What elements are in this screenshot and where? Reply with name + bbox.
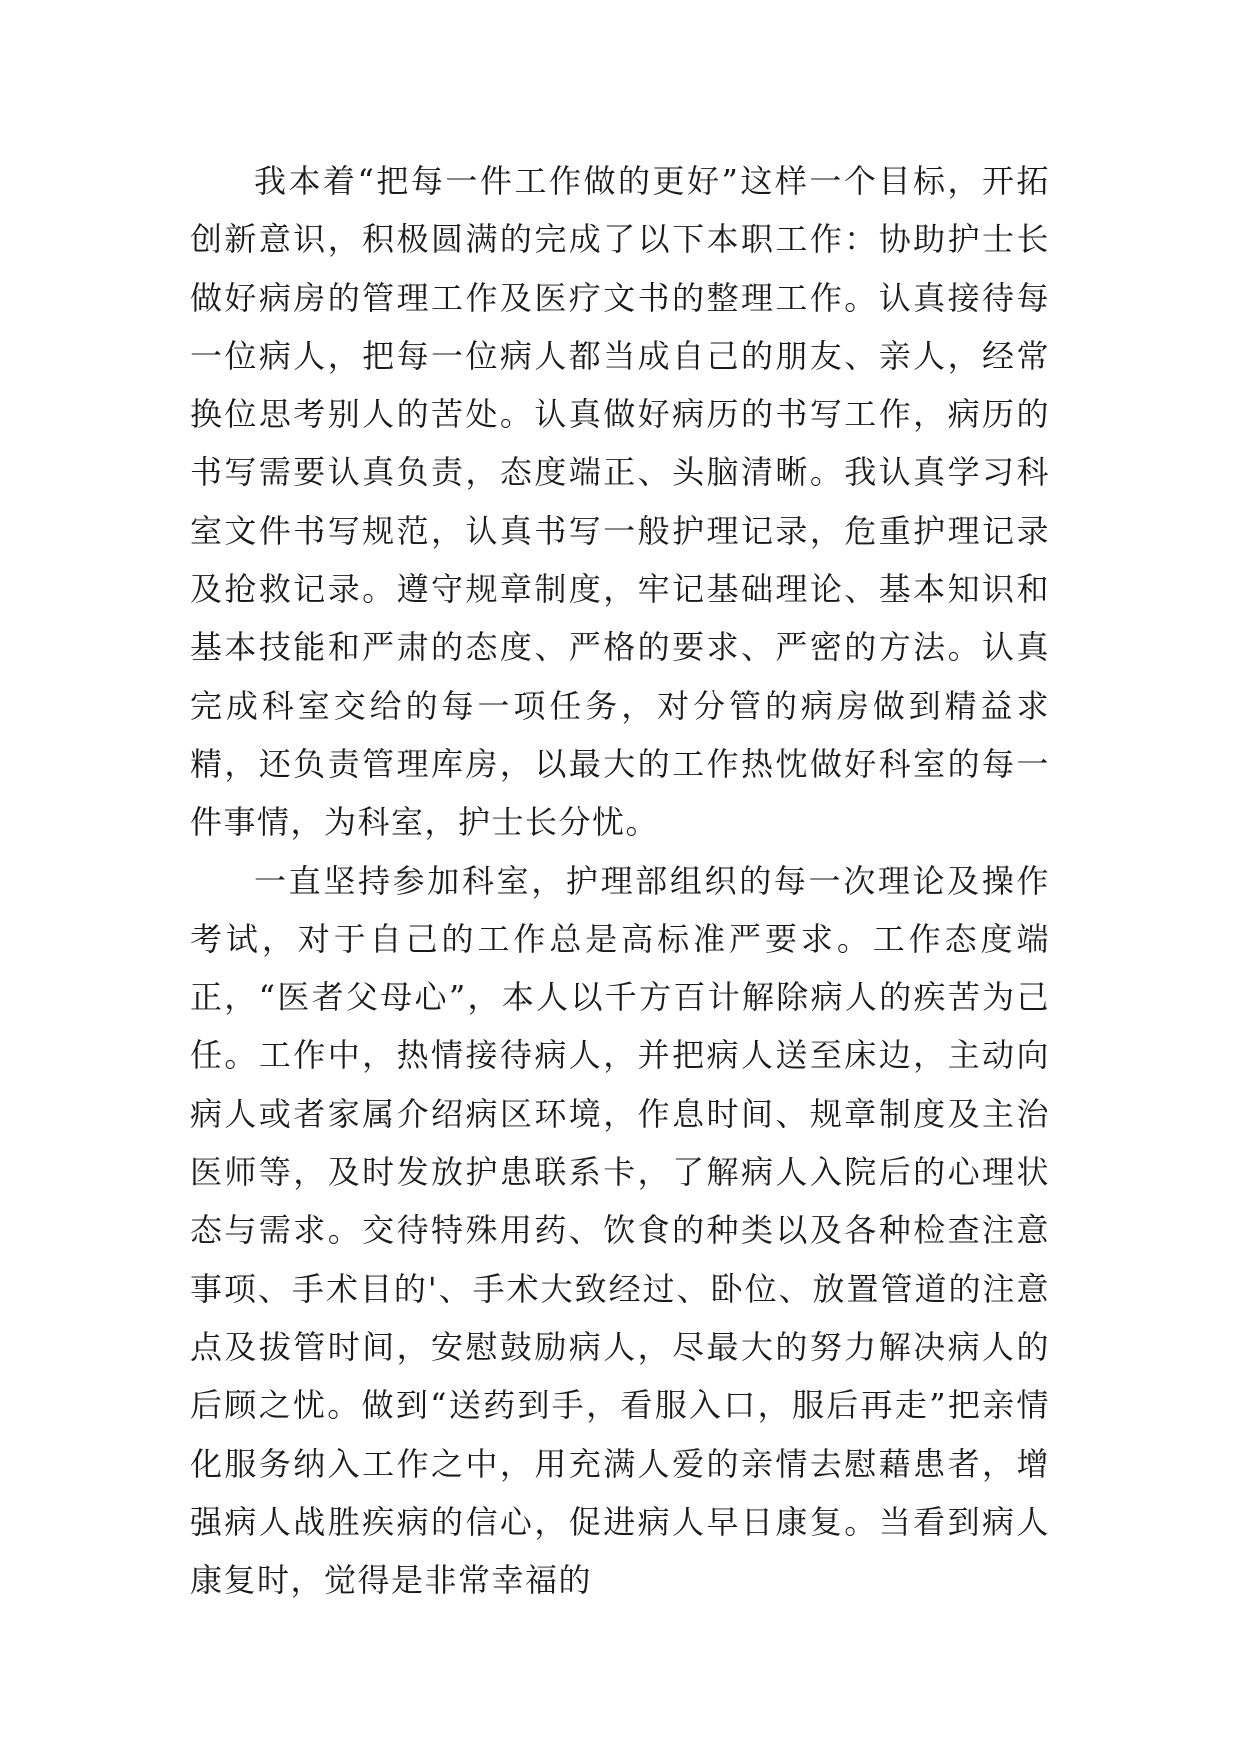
paragraph-work-duties: 我本着“把每一件工作做的更好”这样一个目标，开拓创新意识，积极圆满的完成了以下本职工作：协助护士长做好病房的管理工作及医疗文书的整理工作。认真接待每一位病人，把每一位病人都当成自己的朋友、亲人，经常换位思考别人的苦处。认真做好病历的书写工作，病历的书写需要认真负责，态度端正、头脑清晰。我认真学习科室文件书写规范，认真书写一般护理记录，危重护理记录及抢救记录。遵守规章制度，牢记基础理论、基本知识和基本技能和严肃的态度、严格的要求、严密的方法。认真完成科室交给的每一项任务，对分管的病房做到精益求精，还负责管理库房，以最大的工作热忱做好科室的每一件事情，为科室，护士长分忧。 <box>190 162 1050 842</box>
document-body <box>190 152 1050 1609</box>
paragraph-exams-and-patient-care: 一直坚持参加科室，护理部组织的每一次理论及操作考试，对于自己的工作总是高标准严要求。工作态度端正，“医者父母心”，本人以千方百计解除病人的疾苦为己任。工作中，热情接待病人，并把病人送至床边，主动向病人或者家属介绍病区环境，作息时间、规章制度及主治医师等，及时发放护患联系卡，了解病人入院后的心理状态与需求。交待特殊用药、饮食的种类以及各种检查注意事项、手术目的'、手术大致经过、卧位、放置管道的注意点及拔管时间，安慰鼓励病人，尽最大的努力解决病人的后顾之忧。做到“送药到手，看服入口，服后再走”把亲情化服务纳入工作之中，用充满人爱的亲情去慰藉患者，增强病人战胜疾病的信心，促进病人早日康复。当看到病人康复时，觉得是非常幸福的 <box>190 861 1050 1600</box>
